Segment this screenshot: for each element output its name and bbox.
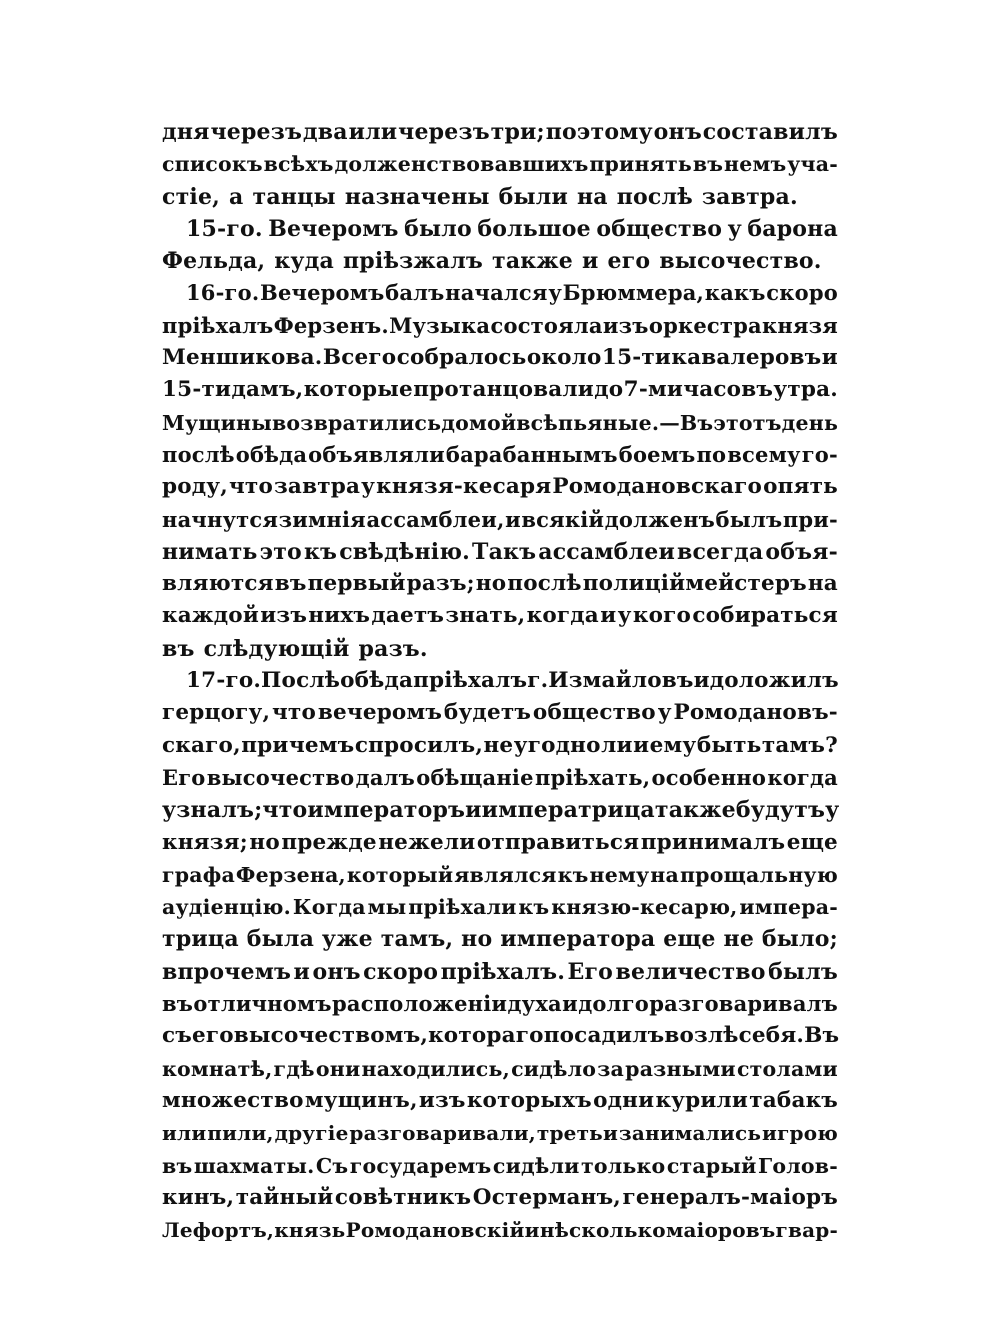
text-line: дня черезъ два или черезъ три; поэтому онъ составилъ — [162, 119, 838, 145]
text-line: трица была уже тамъ, но императора еще не было; — [162, 926, 838, 953]
text-line: Мущины возвратились домой всѣ пьяные. — Въ этотъ день — [162, 410, 839, 435]
text-line: Его высочество далъ обѣщаніе пріѣхать, особенно когда — [162, 764, 838, 790]
text-line: 16-го. Вечеромъ балъ начался у Брюммера, какъ скоро — [186, 280, 838, 306]
text-line: Меншикова. Всего собралось около 15-ти кавалеровъ и — [162, 345, 838, 371]
text-line: множество мущинъ, изъ которыхъ одни курили табакъ — [162, 1087, 838, 1113]
text-line: въ слѣдующій разъ. — [162, 635, 428, 662]
text-line: послѣ обѣда объявляли барабаннымъ боемъ по всему го- — [162, 441, 838, 467]
text-line: Лефортъ, князь Ромодановскій и нѣсколько маіоровъ гвар- — [162, 1218, 838, 1243]
text-line: 17-го. Послѣ обѣда пріѣхалъ г. Измайловъ и доложилъ — [186, 668, 839, 694]
text-line: скаго, при чемъ спросилъ, не угодно ли и ему быть тамъ? — [162, 732, 838, 758]
text-line: съ его высочествомъ, котораго посадилъ возлѣ себя. Въ — [162, 1023, 840, 1049]
text-line: впрочемъ и онъ скоро пріѣхалъ. Его величество былъ — [162, 958, 838, 985]
text-line: аудіенцію. Когда мы пріѣхали къ князю-кесарю, импера- — [162, 895, 838, 920]
text-line: начнутся зимнія ассамблеи, и всякій долженъ былъ при- — [162, 506, 838, 532]
text-line: графа Ферзена, который являлся къ нему на прощальную — [162, 862, 838, 887]
text-line: или пили, другіе разговаривали, третьи занимались игрою — [162, 1121, 838, 1146]
text-line: нимать это къ свѣдѣнію. Такъ ассамблеи всегда объя- — [162, 538, 838, 565]
text-line: пріѣхалъ Ферзенъ. Музыка состояла изъ оркестра князя — [162, 312, 838, 338]
text-block — [162, 116, 838, 1246]
text-line: князя; но прежде нежели отправиться принималъ еще — [162, 829, 838, 855]
text-line: узналъ; что императоръ и императрица также будутъ у — [162, 797, 840, 824]
text-line: роду, что завтра у князя-кесаря Ромодановскаго опять — [162, 474, 838, 500]
text-line: комнатѣ, гдѣ они находились, сидѣло за разными столами — [162, 1056, 838, 1081]
text-line: стіе, а танцы назначены были на послѣ завтра. — [162, 183, 798, 210]
text-line: въ шахматы. Съ государемъ сидѣли только старый Голов- — [162, 1153, 838, 1178]
text-line: 15-го. Вечеромъ было большое общество у барона — [186, 215, 838, 242]
text-line: 15-ти дамъ, которые протанцовали до 7-ми часовъ утра. — [162, 377, 838, 403]
text-line: списокъ всѣхъ долженствовавшихъ принять въ немъ уча- — [162, 152, 838, 177]
text-line: вляются въ первый разъ; но послѣ полиціймейстеръ на — [162, 571, 838, 597]
text-line: Фельда, куда пріѣзжалъ также и его высочество. — [162, 248, 822, 275]
text-line: въ отличномъ расположеніи духа и долго разговаривалъ — [162, 991, 838, 1017]
text-line: кинъ, тайный совѣтникъ Остерманъ, генералъ-маіоръ — [162, 1184, 838, 1210]
text-line: герцогу, что вечеромъ будетъ общество у Ромодановъ- — [162, 700, 838, 726]
text-line: каждой изъ нихъ даетъ знать, когда и у кого собираться — [162, 603, 838, 629]
